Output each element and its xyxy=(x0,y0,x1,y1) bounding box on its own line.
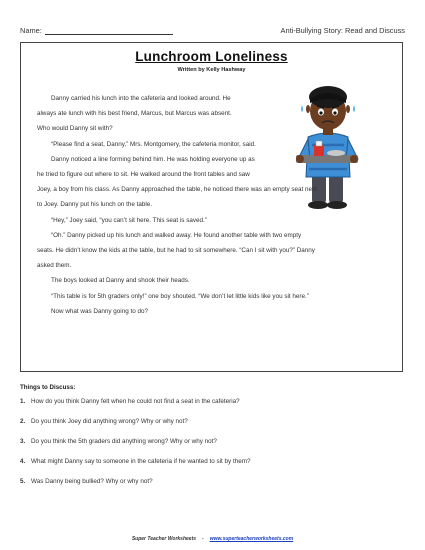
question-text: How do you think Danny felt when he could not find a seat in the cafeteria? xyxy=(31,398,240,405)
question-number: 3. xyxy=(20,438,26,445)
story-line: Who would Danny sit with? xyxy=(37,125,113,133)
story-line: Danny noticed a line forming behind him. He was holding everyone up as xyxy=(51,155,255,163)
question-text: Do you think the 5th graders did anything wrong? Why or why not? xyxy=(31,438,217,445)
footer-brand: Super Teacher Worksheets xyxy=(131,536,197,542)
discussion-questions xyxy=(20,398,400,498)
worksheet-subject: Anti-Bullying Story: Read and Discuss xyxy=(280,26,405,35)
question-number: 1. xyxy=(20,398,26,405)
story-line: “Hey,” Joey said, “you can’t sit here. This seat is saved.” xyxy=(51,216,207,224)
worksheet-header xyxy=(20,26,405,38)
question-text: Do you think Joey did anything wrong? Why or why not? xyxy=(31,418,188,425)
question-item xyxy=(20,398,400,418)
story-text xyxy=(37,91,387,319)
footer-separator: - xyxy=(202,536,204,542)
question-number: 2. xyxy=(20,418,26,425)
question-number: 4. xyxy=(20,458,26,465)
question-number: 5. xyxy=(20,478,26,485)
story-line: “Oh.” Danny picked up his lunch and walked away. He found another table with two empty xyxy=(51,231,302,239)
story-line: “Please find a seat, Danny,” Mrs. Montgomery, the cafeteria monitor, said. xyxy=(51,140,256,148)
story-line: he tried to figure out where to sit. He walked around the front tables and saw xyxy=(37,171,250,179)
story-line: to Joey. Danny put his lunch on the table. xyxy=(37,201,153,209)
question-item xyxy=(20,478,400,498)
question-item xyxy=(20,458,400,478)
discussion-title: Things to Discuss: xyxy=(20,384,76,391)
story-line: always ate lunch with his best friend, Marcus, but Marcus was absent. xyxy=(37,110,232,118)
story-line: asked them. xyxy=(37,262,72,270)
question-item xyxy=(20,418,400,438)
story-line: Joey, a boy from his class. As Danny approached the table, he noticed there was an empty seat next xyxy=(37,186,317,194)
name-line[interactable] xyxy=(45,27,173,35)
story-box xyxy=(20,42,403,372)
question-text: Was Danny being bullied? Why or why not? xyxy=(31,478,153,485)
story-line: Danny carried his lunch into the cafeteria and looked around. He xyxy=(51,95,231,102)
story-line: The boys looked at Danny and shook their heads. xyxy=(51,277,190,285)
name-field xyxy=(20,26,173,35)
question-text: What might Danny say to someone in the cafeteria if he wanted to sit by them? xyxy=(31,458,251,465)
story-title: Lunchroom Loneliness xyxy=(135,49,288,64)
story-line: Now what was Danny going to do? xyxy=(51,307,148,315)
story-line: “This table is for 5th graders only!” one boy shouted. “We don’t let little kids like you sit here.” xyxy=(51,292,309,300)
story-line: seats. He didn’t know the kids at the table, but he had to sit somewhere. “Can I sit with you?” Danny xyxy=(37,247,315,255)
story-author: Written by Kelly Hashway xyxy=(177,67,246,73)
name-label: Name: xyxy=(20,26,42,35)
footer-url-link[interactable]: www.superteacherworksheets.com xyxy=(209,536,294,542)
question-item xyxy=(20,438,400,458)
page-footer xyxy=(0,536,425,542)
